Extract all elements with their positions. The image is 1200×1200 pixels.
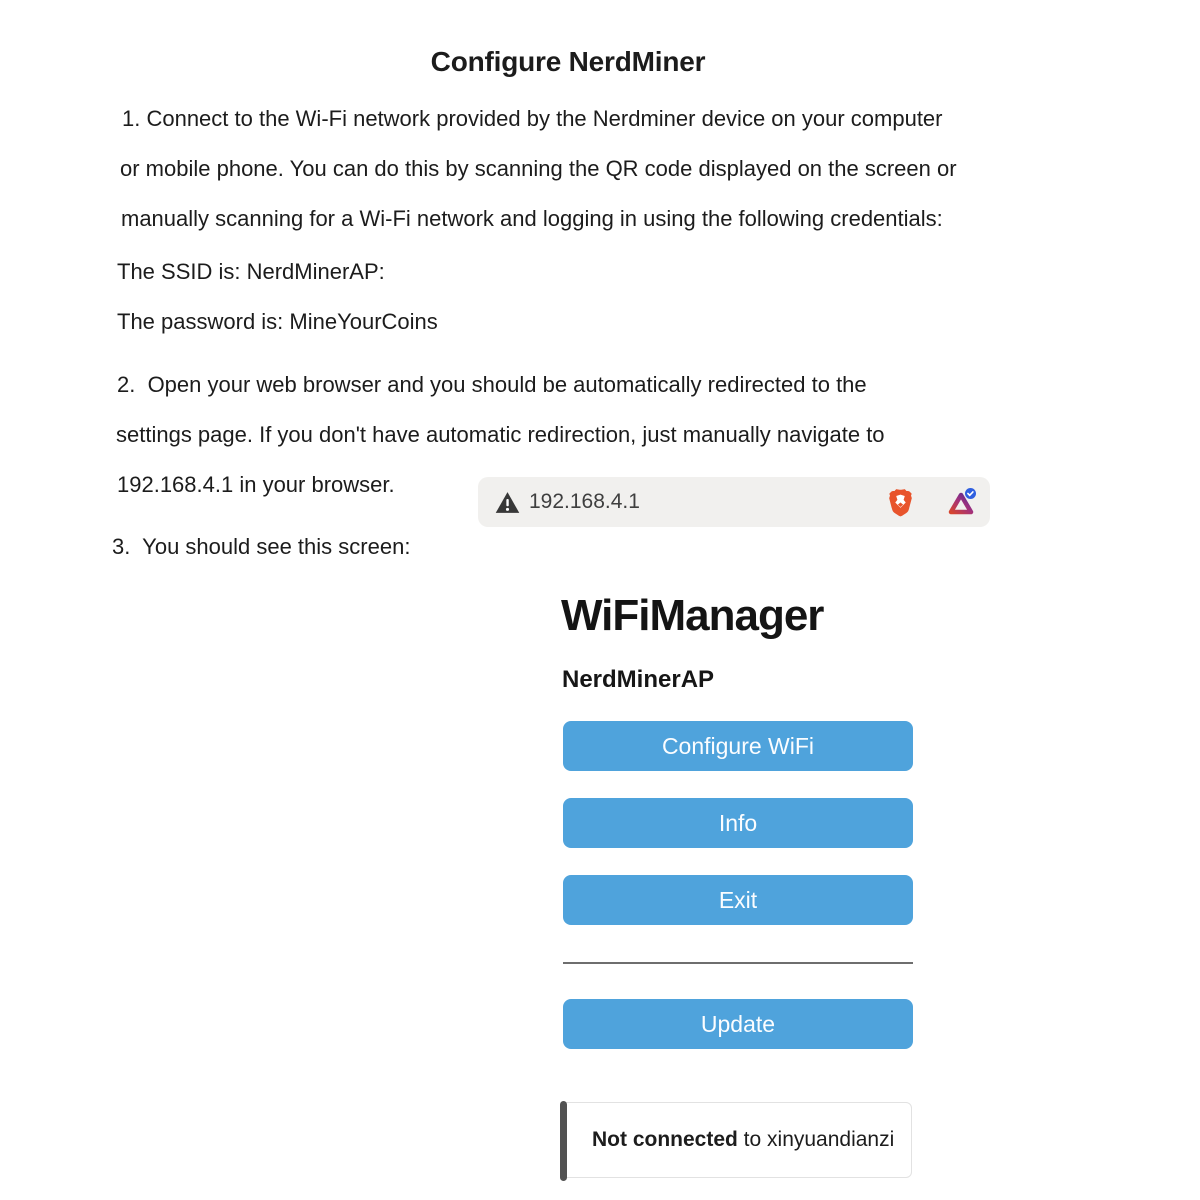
status-card — [560, 1102, 912, 1178]
page-title: Configure NerdMiner — [430, 46, 706, 77]
step1-line-2: or mobile phone. You can do this by scanning the QR code displayed on the screen or — [120, 156, 957, 181]
configure-wifi-button[interactable]: Configure WiFi — [563, 721, 913, 771]
brave-shield-icon[interactable] — [886, 487, 915, 518]
status-left-bar — [560, 1101, 567, 1181]
browser-address-bar[interactable] — [478, 477, 990, 527]
step1-line-3: manually scanning for a Wi-Fi network and logging in using the following credentials: — [121, 206, 943, 231]
info-button[interactable]: Info — [563, 798, 913, 848]
step2-line-3: 192.168.4.1 in your browser. — [117, 472, 395, 497]
status-text-rest: to xinyuandianzi — [737, 1128, 895, 1151]
password-line: The password is: MineYourCoins — [117, 309, 438, 334]
step2-line-2: settings page. If you don't have automatic redirection, just manually navigate to — [116, 422, 885, 447]
warning-icon[interactable] — [495, 491, 520, 514]
step2-line-1: 2. Open your web browser and you should be automatically redirected to the — [117, 372, 867, 397]
step1-line-1: 1. Connect to the Wi-Fi network provided by the Nerdminer device on your computer — [122, 106, 943, 131]
status-text — [592, 1128, 894, 1152]
wifimanager-ap-name: NerdMinerAP — [562, 666, 715, 693]
exit-button[interactable]: Exit — [563, 875, 913, 925]
wifimanager-heading: WiFiManager — [561, 591, 824, 640]
status-text-bold: Not connected — [592, 1128, 738, 1151]
address-url-text: 192.168.4.1 — [529, 490, 640, 513]
ssid-line: The SSID is: NerdMinerAP: — [117, 259, 385, 284]
divider-line — [563, 962, 913, 964]
update-button[interactable]: Update — [563, 999, 913, 1049]
extension-triangle-badge-icon[interactable] — [947, 487, 977, 517]
step3-line: 3. You should see this screen: — [112, 534, 411, 559]
